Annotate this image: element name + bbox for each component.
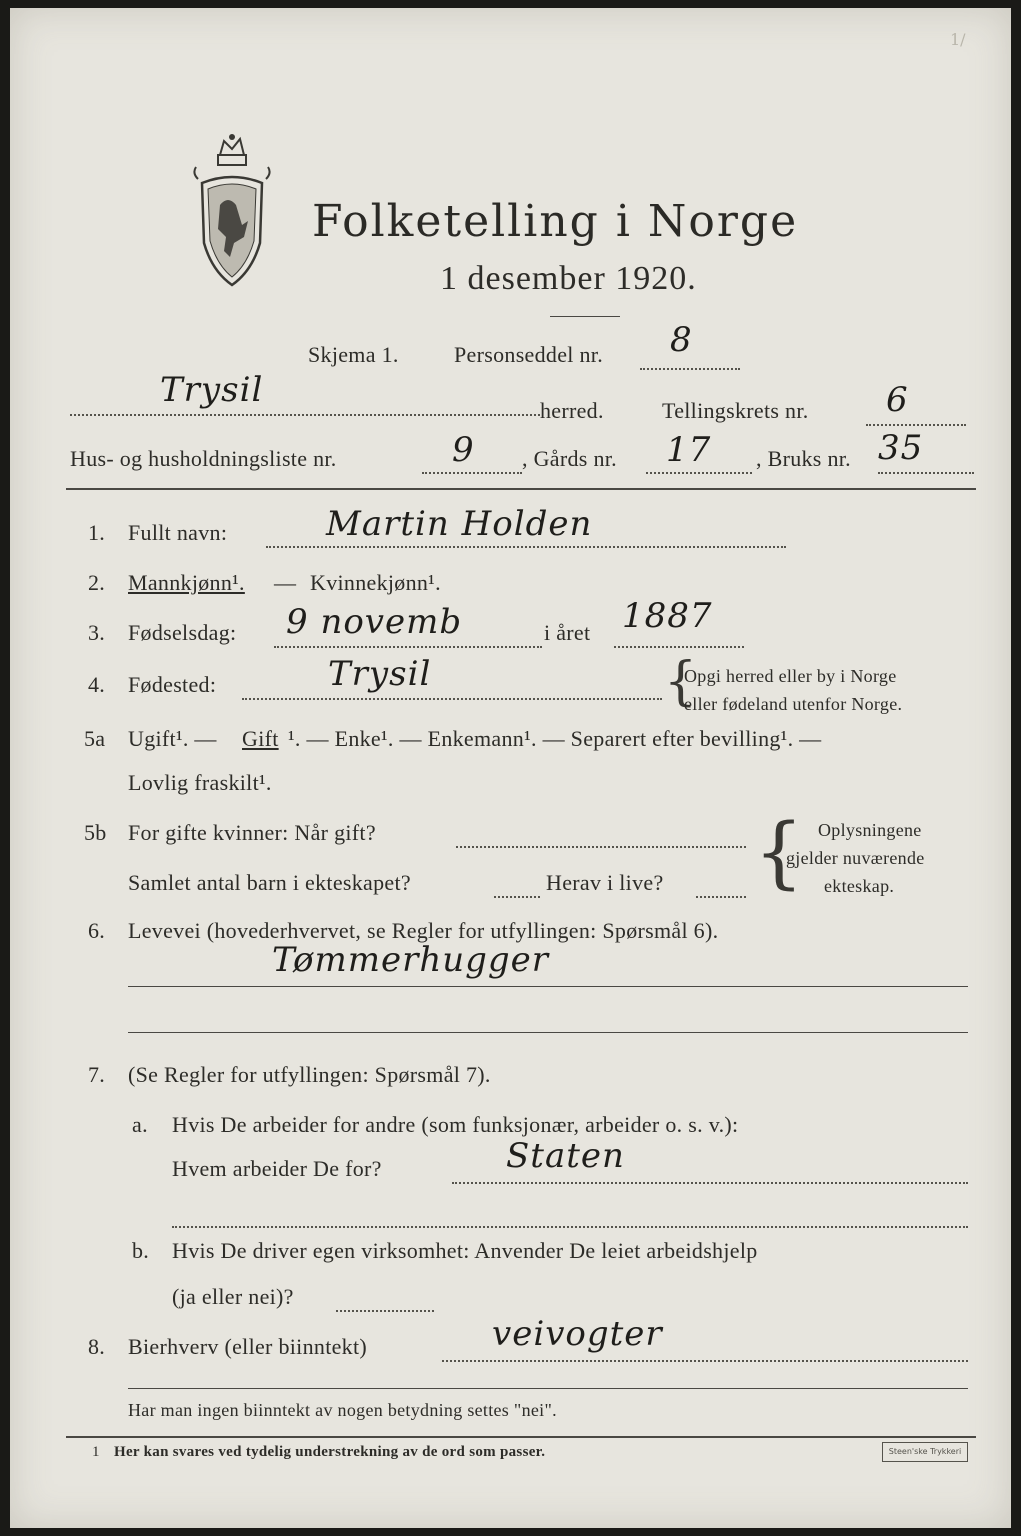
q5a-number: 5a xyxy=(84,726,106,751)
q7-instruction: (Se Regler for utfyllingen: Spørsmål 7). xyxy=(128,1062,491,1087)
sex-female-option[interactable]: Kvinnekjønn¹. xyxy=(310,570,441,595)
tellingskrets-line xyxy=(866,424,966,426)
marital-other-options[interactable]: ¹. — Enke¹. — Enkemann¹. — Separert efter bevilling¹. — xyxy=(288,726,822,751)
birthplace-brace: { xyxy=(664,652,698,712)
occupation-line-1 xyxy=(128,986,968,987)
full-name-line xyxy=(266,546,786,548)
birthplace-note-line1: Opgi herred eller by i Norge xyxy=(684,666,897,686)
employed-question: Hvis De arbeider for andre (som funksjonær, arbeider o. s. v.): xyxy=(172,1112,739,1137)
footnote-separator xyxy=(66,1436,976,1438)
header-separator xyxy=(66,488,976,490)
self-employed-question: Hvis De driver egen virksomhet: Anvender De leiet arbeidshjelp xyxy=(172,1238,758,1263)
personseddel-label: Personseddel nr. xyxy=(454,342,604,367)
side-income-label: Bierhverv (eller biinntekt) xyxy=(128,1334,368,1359)
q6-number: 6. xyxy=(88,918,106,943)
marriage-note-line3: ekteskap. xyxy=(824,876,895,896)
footer-separator xyxy=(128,1388,968,1389)
bruks-label: , Bruks nr. xyxy=(756,446,851,471)
employer-line-2 xyxy=(172,1226,968,1228)
bruks-value[interactable]: 35 xyxy=(878,428,924,468)
hired-help-label: (ja eller nei)? xyxy=(172,1284,294,1309)
gards-label: , Gårds nr. xyxy=(522,446,617,471)
q7b-letter: b. xyxy=(132,1238,150,1263)
full-name-value[interactable]: Martin Holden xyxy=(326,504,593,544)
marriage-note-line1: Oplysningene xyxy=(818,820,922,840)
q4-number: 4. xyxy=(88,672,106,697)
marital-divorced-option[interactable]: Lovlig fraskilt¹. xyxy=(128,770,272,795)
birthplace-note-line2: eller fødeland utenfor Norge. xyxy=(684,694,903,714)
children-alive-line xyxy=(696,896,746,898)
children-total-line xyxy=(494,896,540,898)
sex-separator: — xyxy=(274,570,297,595)
form-title: Folketelling i Norge xyxy=(312,196,799,247)
schema-label: Skjema 1. xyxy=(308,342,399,367)
birthdate-line xyxy=(274,646,542,648)
birthplace-line xyxy=(242,698,662,700)
full-name-label: Fullt navn: xyxy=(128,520,228,545)
gards-value[interactable]: 17 xyxy=(666,430,712,470)
coat-of-arms-icon xyxy=(190,133,275,293)
personseddel-value[interactable]: 8 xyxy=(670,320,693,360)
q7a-letter: a. xyxy=(132,1112,148,1137)
married-when-line xyxy=(456,846,746,848)
employer-value[interactable]: Staten xyxy=(506,1136,625,1176)
footer-note: Har man ingen biinntekt av nogen betydning settes "nei". xyxy=(128,1400,557,1420)
marriage-brace: { xyxy=(754,808,804,898)
birthplace-label: Fødested: xyxy=(128,672,217,697)
q3-number: 3. xyxy=(88,620,106,645)
herred-value[interactable]: Trysil xyxy=(160,370,264,410)
occupation-label: Levevei (hovederhvervet, se Regler for utfyllingen: Spørsmål 6). xyxy=(128,918,719,943)
birth-year-value[interactable]: 1887 xyxy=(622,596,713,636)
tellingskrets-label: Tellingskrets nr. xyxy=(662,398,809,423)
side-income-value[interactable]: veivogter xyxy=(492,1314,663,1354)
birthdate-label: Fødselsdag: xyxy=(128,620,237,645)
occupation-line-2 xyxy=(128,1032,968,1033)
printer-stamp: Steen'ske Trykkeri xyxy=(882,1442,968,1462)
footnote-text: Her kan svares ved tydelig understrekning av de ord som passer. xyxy=(114,1444,546,1460)
herred-line xyxy=(70,414,540,416)
employer-label: Hvem arbeider De for? xyxy=(172,1156,382,1181)
marital-married-option[interactable]: Gift xyxy=(242,726,279,751)
marriage-note-line2: gjelder nuværende xyxy=(786,848,925,868)
q7-number: 7. xyxy=(88,1062,106,1087)
side-income-line xyxy=(442,1360,968,1362)
q1-number: 1. xyxy=(88,520,106,545)
birthdate-value[interactable]: 9 novemb xyxy=(286,602,463,642)
occupation-value[interactable]: Tømmerhugger xyxy=(272,940,550,980)
tellingskrets-value[interactable]: 6 xyxy=(886,380,909,420)
q2-number: 2. xyxy=(88,570,106,595)
household-list-label: Hus- og husholdningsliste nr. xyxy=(70,446,337,471)
personseddel-line xyxy=(640,368,740,370)
bruks-line xyxy=(878,472,974,474)
marital-unmarried-option[interactable]: Ugift¹. — xyxy=(128,726,217,751)
birthplace-value[interactable]: Trysil xyxy=(328,654,432,694)
household-list-line xyxy=(422,472,522,474)
household-list-value[interactable]: 9 xyxy=(452,430,475,470)
corner-mark: 1/ xyxy=(950,30,966,49)
children-total-label: Samlet antal barn i ekteskapet? xyxy=(128,870,411,895)
hired-help-line xyxy=(336,1310,434,1312)
herred-label: herred. xyxy=(540,398,604,423)
gards-line xyxy=(646,472,752,474)
title-divider xyxy=(550,316,620,317)
employer-line xyxy=(452,1182,968,1184)
children-alive-label: Herav i live? xyxy=(546,870,664,895)
married-when-label: For gifte kvinner: Når gift? xyxy=(128,820,376,845)
birth-year-line xyxy=(614,646,744,648)
sex-male-option[interactable]: Mannkjønn¹. xyxy=(128,570,245,595)
footnote-mark: 1 xyxy=(92,1444,100,1460)
q8-number: 8. xyxy=(88,1334,106,1359)
census-date: 1 desember 1920. xyxy=(440,260,697,297)
birth-year-label: i året xyxy=(544,620,591,645)
census-form-sheet xyxy=(10,8,1011,1528)
q5b-number: 5b xyxy=(84,820,107,845)
